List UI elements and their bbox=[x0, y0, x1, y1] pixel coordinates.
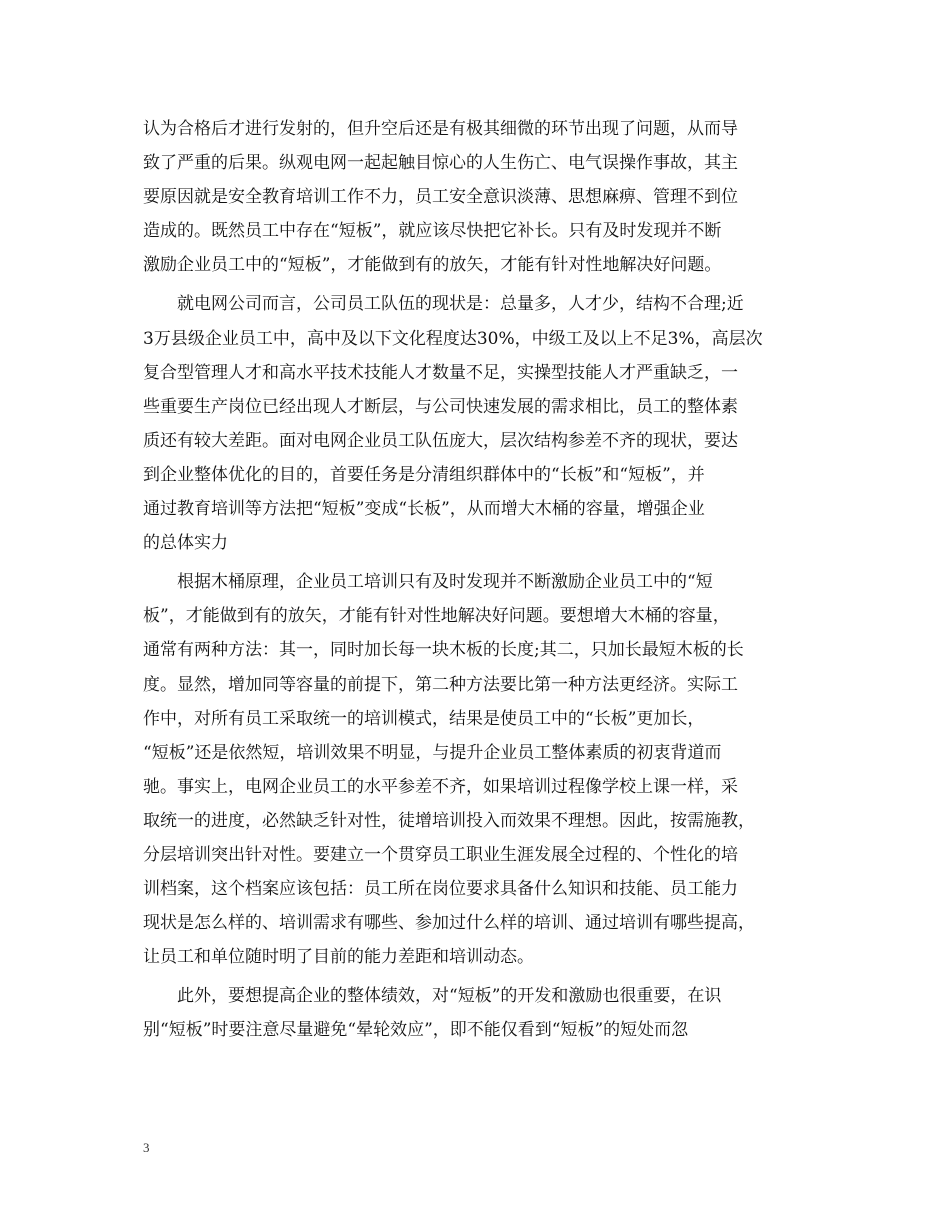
text-line: 让员工和单位随时明了目前的能力差距和培训动态。 bbox=[143, 947, 534, 968]
paragraph bbox=[143, 287, 823, 560]
text-line: 此外，要想提高企业的整体绩效，对“短板”的开发和激励也很重要，在识 bbox=[143, 986, 722, 1007]
text-line: “短板”还是依然短，培训效果不明显，与提升企业员工整体素质的初衷背道而 bbox=[143, 742, 722, 763]
body-text bbox=[143, 112, 823, 1048]
text-line: 取统一的进度，必然缺乏针对性，徒增培训投入而效果不理想。因此，按需施教， bbox=[143, 810, 755, 831]
text-line: 造成的。既然员工中存在“短板”，就应该尽快把它补长。只有及时发现并不断 bbox=[143, 221, 722, 242]
text-line: 认为合格后才进行发射的，但升空后还是有极其细微的环节出现了问题，从而导 bbox=[143, 119, 738, 139]
text-line: 些重要生产岗位已经出现人才断层，与公司快速发展的需求相比，员工的整体素 bbox=[143, 396, 738, 417]
paragraph bbox=[143, 112, 823, 282]
text-line: 驰。事实上，电网企业员工的水平参差不齐，如果培训过程像学校上课一样，采 bbox=[143, 776, 738, 797]
text-line: 就电网公司而言，公司员工队伍的现状是：总量多，人才少，结构不合理;近 bbox=[143, 294, 744, 315]
text-line: 现状是怎么样的、培训需求有哪些、参加过什么样的培训、通过培训有哪些提高， bbox=[143, 913, 755, 934]
text-line: 致了严重的后果。纵观电网一起起触目惊心的人生伤亡、电气误操作事故，其主 bbox=[143, 153, 738, 174]
text-line: 度。显然，增加同等容量的前提下，第二种方法要比第一种方法更经济。实际工 bbox=[143, 674, 738, 695]
text-line: 通常有两种方法：其一，同时加长每一块木板的长度;其二，只加长最短木板的长 bbox=[143, 640, 744, 661]
paragraph bbox=[143, 979, 823, 1047]
text-line: 的总体实力 bbox=[143, 533, 228, 554]
text-line: 通过教育培训等方法把“短板”变成“长板”，从而增大木桶的容量，增强企业 bbox=[143, 499, 705, 520]
text-line: 作中，对所有员工采取统一的培训模式，结果是使员工中的“长板”更加长， bbox=[143, 708, 705, 729]
page-number: 3 bbox=[143, 1140, 150, 1155]
text-line: 要原因就是安全教育培训工作不力，员工安全意识淡薄、思想麻痹、管理不到位 bbox=[143, 187, 738, 208]
text-line: 别“短板”时要注意尽量避免“晕轮效应”，即不能仅看到“短板”的短处而忽 bbox=[143, 1020, 689, 1041]
text-line: 分层培训突出针对性。要建立一个贯穿员工职业生涯发展全过程的、个性化的培 bbox=[143, 844, 738, 865]
text-line: 到企业整体优化的目的，首要任务是分清组织群体中的“长板”和“短板”，并 bbox=[143, 464, 705, 485]
paragraph bbox=[143, 565, 823, 974]
text-line: 质还有较大差距。面对电网企业员工队伍庞大，层次结构参差不齐的现状，要达 bbox=[143, 430, 738, 451]
text-line: 激励企业员工中的“短板”，才能做到有的放矢，才能有针对性地解决好问题。 bbox=[143, 255, 722, 276]
text-line: 训档案，这个档案应该包括：员工所在岗位要求具备什么知识和技能、员工能力 bbox=[143, 879, 738, 900]
text-line: 根据木桶原理，企业员工培训只有及时发现并不断激励企业员工中的“短 bbox=[143, 572, 713, 593]
text-line: 3万县级企业员工中，高中及以下文化程度达30%，中级工及以上不足3%，高层次 bbox=[143, 328, 763, 349]
text-line: 复合型管理人才和高水平技术技能人才数量不足，实操型技能人才严重缺乏，一 bbox=[143, 362, 738, 383]
text-line: 板”，才能做到有的放矢，才能有针对性地解决好问题。要想增大木桶的容量， bbox=[143, 606, 730, 627]
